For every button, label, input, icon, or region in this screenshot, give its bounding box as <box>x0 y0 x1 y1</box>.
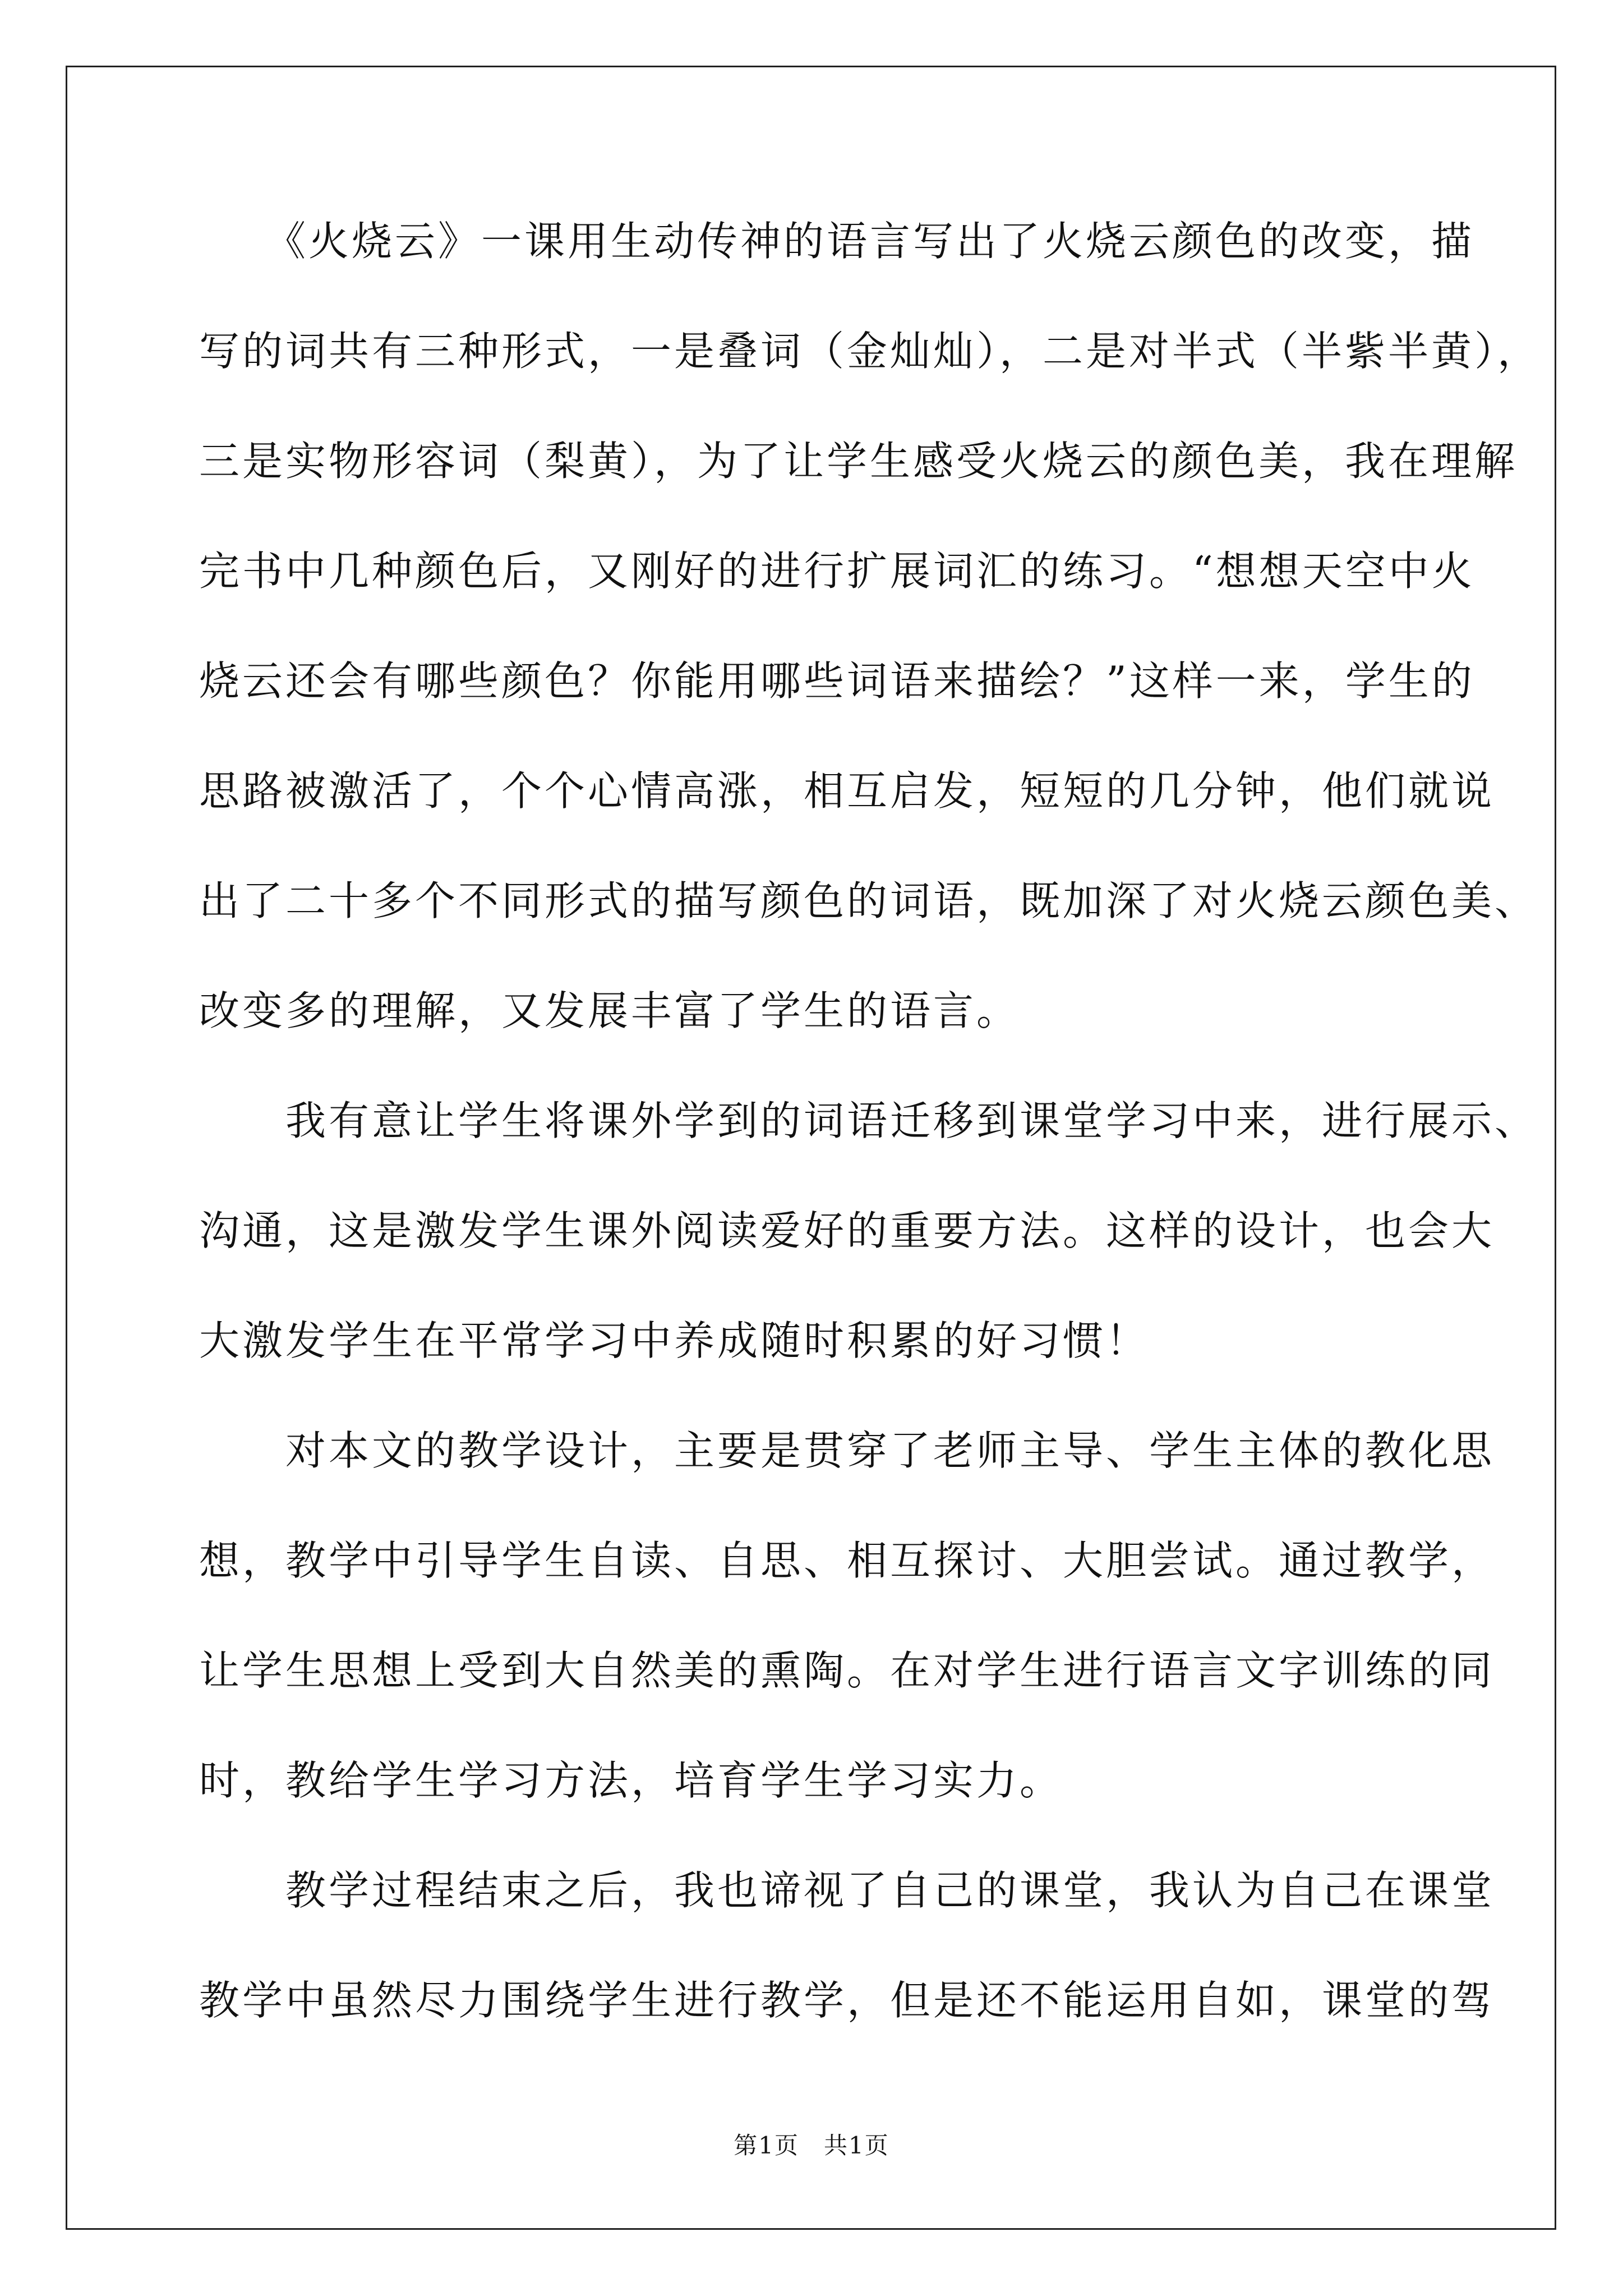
text-line: 大激发学生在平常学习中养成随时积累的好习惯！ <box>199 1317 1150 1364</box>
page-number-footer: 第1页 共1页 <box>734 2132 889 2159</box>
text-line: 沟通，这是激发学生课外阅读爱好的重要方法。这样的设计，也会大 <box>199 1207 1495 1254</box>
text-line: 完书中几种颜色后，又刚好的进行扩展词汇的练习。“想想天空中火 <box>199 547 1475 595</box>
text-line: 时，教给学生学习方法，培育学生学习实力。 <box>199 1757 1063 1804</box>
text-line: 教学过程结束之后，我也谛视了自己的课堂，我认为自己在课堂 <box>199 1867 1495 1914</box>
text-line: 让学生思想上受到大自然美的熏陶。在对学生进行语言文字训练的同 <box>199 1647 1495 1694</box>
text-line: 三是实物形容词（梨黄），为了让学生感受火烧云的颜色美，我在理解 <box>199 438 1518 485</box>
text-line: 出了二十多个不同形式的描写颜色的词语，既加深了对火烧云颜色美、 <box>199 877 1538 924</box>
text-line: 思路被激活了，个个心情高涨，相互启发，短短的几分钟，他们就说 <box>199 767 1495 815</box>
text-line: 《火烧云》一课用生动传神的语言写出了火烧云颜色的改变，描 <box>199 218 1475 265</box>
text-line: 对本文的教学设计，主要是贯穿了老师主导、学生主体的教化思 <box>199 1427 1495 1474</box>
text-line: 写的词共有三种形式，一是叠词（金灿灿），二是对半式（半紫半黄）， <box>199 328 1541 375</box>
text-line: 想，教学中引导学生自读、自思、相互探讨、大胆尝试。通过教学， <box>199 1537 1495 1584</box>
text-line: 教学中虽然尽力围绕学生进行教学，但是还不能运用自如，课堂的驾 <box>199 1977 1495 2024</box>
text-line: 改变多的理解，又发展丰富了学生的语言。 <box>199 987 1020 1034</box>
text-line: 我有意让学生将课外学到的词语迁移到课堂学习中来，进行展示、 <box>199 1097 1538 1144</box>
text-line: 烧云还会有哪些颜色？你能用哪些词语来描绘？”这样一来，学生的 <box>199 657 1475 705</box>
